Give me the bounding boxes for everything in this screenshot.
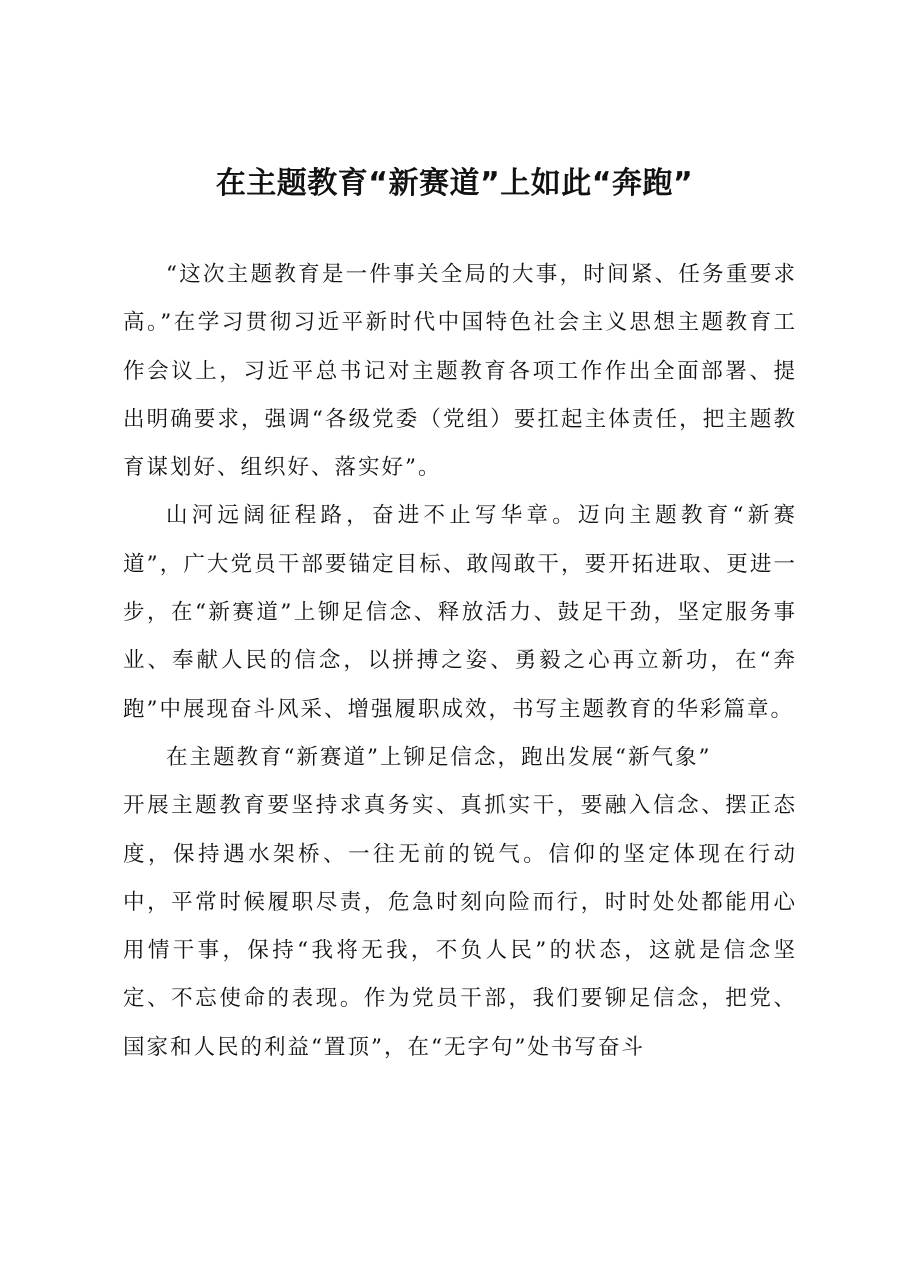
- paragraph-1: “这次主题教育是一件事关全局的大事，时间紧、任务重要求高。”在学习贯彻习近平新时代中国特色社会主义思想主题教育工作会议上，习近平总书记对主题教育各项工作作出全面部署、提出明确要求，强调“各级党委（党组）要扛起主体责任，把主题教育谋划好、组织好、落实好”。: [123, 262, 797, 481]
- paragraph-2: 山河远阔征程路，奋进不止写华章。迈向主题教育“新赛道”，广大党员干部要锚定目标、敢闯敢干，要开拓进取、更进一步，在“新赛道”上铆足信念、释放活力、鼓足干劲，坚定服务事业、奉献人民的信念，以拼搏之姿、勇毅之心再立新功，在“奔跑”中展现奋斗风采、增强履职成效，书写主题教育的华彩篇章。: [123, 503, 797, 722]
- paragraph-3: 开展主题教育要坚持求真务实、真抓实干，要融入信念、摆正态度，保持遇水架桥、一往无前的锐气。信仰的坚定体现在行动中，平常时候履职尽责，危急时刻向险而行，时时处处都能用心用情干事，保持“我将无我，不负人民”的状态，这就是信念坚定、不忘使命的表现。作为党员干部，我们要铆足信念，把党、国家和人民的利益“置顶”，在“无字句”处书写奋斗: [123, 793, 797, 1060]
- section-heading-1: 在主题教育“新赛道”上铆足信念，跑出发展“新气象”: [166, 744, 712, 770]
- document-body: [123, 251, 797, 1072]
- document-title: 在主题教育“新赛道”上如此“奔跑”: [215, 166, 694, 201]
